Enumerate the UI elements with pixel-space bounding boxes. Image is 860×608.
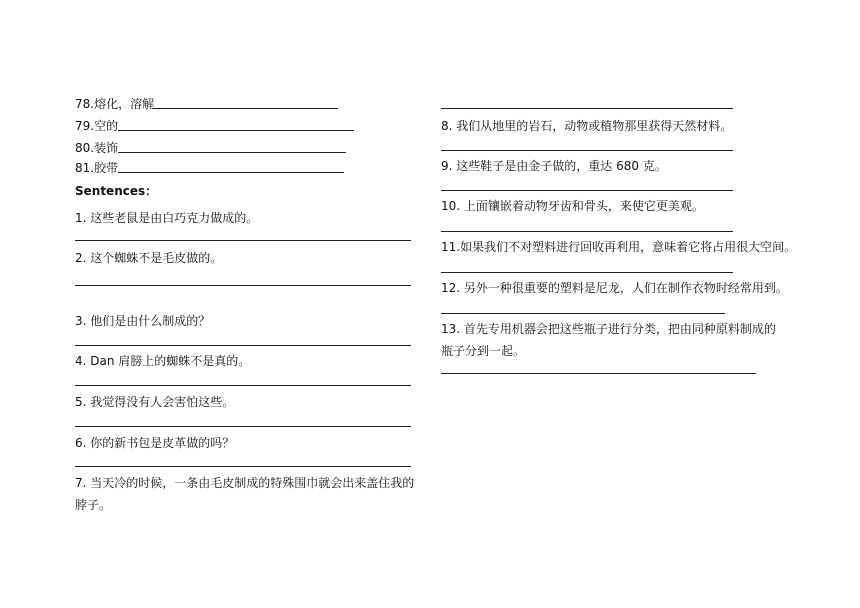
sentence-8: 8. 我们从地里的岩石，动物或植物那里获得天然材料。 bbox=[441, 119, 733, 133]
sentence-1: 1. 这些老鼠是由白巧克力做成的。 bbox=[75, 211, 259, 225]
answer-line-3[interactable] bbox=[75, 345, 411, 346]
vocab-item-78: 78.熔化，溶解 bbox=[75, 97, 155, 111]
sentence-3: 3. 他们是由什么制成的？ bbox=[75, 314, 211, 328]
answer-line-12[interactable] bbox=[441, 313, 725, 314]
answer-line-6[interactable] bbox=[75, 466, 411, 467]
answer-line-13[interactable] bbox=[441, 373, 756, 374]
sentences-heading: Sentences： bbox=[75, 184, 158, 198]
vocab-answer-line-80[interactable] bbox=[118, 152, 346, 153]
sentence-4: 4. Dan 肩膀上的蜘蛛不是真的。 bbox=[75, 354, 251, 368]
sentence-6: 6. 你的新书包是皮革做的吗？ bbox=[75, 436, 235, 450]
answer-line-5[interactable] bbox=[75, 426, 411, 427]
vocab-answer-line-79[interactable] bbox=[118, 130, 354, 131]
answer-line-7[interactable] bbox=[441, 108, 733, 109]
answer-line-9[interactable] bbox=[441, 190, 733, 191]
sentence-12: 12. 另外一种很重要的塑料是尼龙，人们在制作衣物时经常用到。 bbox=[441, 281, 788, 295]
sentence-9: 9. 这些鞋子是由金子做的，重达 680 克。 bbox=[441, 159, 667, 173]
sentence-13: 13. 首先专用机器会把这些瓶子进行分类，把由同种原料制成的 bbox=[441, 322, 776, 336]
answer-line-1[interactable] bbox=[75, 240, 411, 241]
answer-line-11[interactable] bbox=[441, 272, 733, 273]
sentence-11: 11.如果我们不对塑料进行回收再利用，意味着它将占用很大空间。 bbox=[441, 240, 797, 254]
vocab-answer-line-81[interactable] bbox=[118, 172, 344, 173]
sentence-13-continued: 瓶子分到一起。 bbox=[441, 344, 526, 358]
answer-line-4[interactable] bbox=[75, 385, 411, 386]
sentence-7: 7. 当天冷的时候，一条由毛皮制成的特殊围巾就会出来盖住我的 bbox=[75, 476, 415, 490]
answer-line-2[interactable] bbox=[75, 285, 411, 286]
sentence-7-continued: 脖子。 bbox=[75, 498, 112, 512]
vocab-item-81: 81.胶带 bbox=[75, 161, 119, 175]
vocab-answer-line-78[interactable] bbox=[152, 108, 338, 109]
sentence-5: 5. 我觉得没有人会害怕这些。 bbox=[75, 395, 235, 409]
vocab-item-80: 80.装饰 bbox=[75, 141, 119, 155]
answer-line-8[interactable] bbox=[441, 150, 733, 151]
sentence-10: 10. 上面镶嵌着动物牙齿和骨头，来使它更美观。 bbox=[441, 199, 704, 213]
vocab-item-79: 79.空的 bbox=[75, 119, 119, 133]
sentence-2: 2. 这个蜘蛛不是毛皮做的。 bbox=[75, 251, 223, 265]
answer-line-10[interactable] bbox=[441, 231, 733, 232]
